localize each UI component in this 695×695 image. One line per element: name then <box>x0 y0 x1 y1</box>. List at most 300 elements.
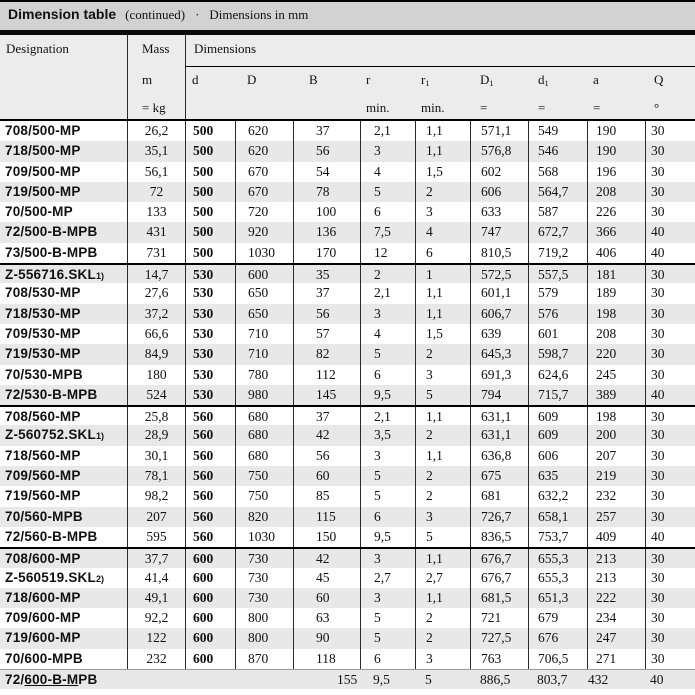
cell-dim-d-outer: 980 <box>235 385 293 405</box>
header-col-d-outer: D <box>247 72 257 87</box>
cell-dim-d-outer: 800 <box>235 628 293 648</box>
table-row <box>0 385 695 405</box>
footnote-marker: 1) <box>95 431 104 442</box>
cell-dim-d1-outer: 631,1 <box>470 407 528 425</box>
cell-dim-q: 30 <box>645 608 695 628</box>
cell-dim-r: 5 <box>360 486 415 506</box>
cell-dim-a: 409 <box>587 527 645 547</box>
cell-dim-b: 78 <box>293 182 360 202</box>
cell-dim-r1: 1,1 <box>415 283 470 303</box>
cell-dim-a: 406 <box>587 243 645 263</box>
cell-dim-a: 247 <box>587 628 645 648</box>
cell-dim-d: 500 <box>185 182 235 202</box>
cell-dim-d1: 598,7 <box>528 344 587 364</box>
qual-r-min: min. <box>366 100 390 115</box>
cell-mass: 595 <box>127 527 185 547</box>
cell-dim-q: 30 <box>645 324 695 344</box>
table-row <box>0 202 695 222</box>
cell-dim-q: 40 <box>645 243 695 263</box>
cell-dim-b: 100 <box>293 202 360 222</box>
qual-d-outer <box>235 99 293 119</box>
cell-dim-d1-outer: 721 <box>470 608 528 628</box>
cell-dim-a: 232 <box>587 486 645 506</box>
cell-dim-d: 530 <box>185 265 235 283</box>
cell-mass: 56,1 <box>127 162 185 182</box>
cell-mass: 25,8 <box>127 407 185 425</box>
cell-dim-d1-outer: 886,5 <box>480 672 511 688</box>
cell-dim-b: 56 <box>293 304 360 324</box>
cell-dim-r1: 1,5 <box>415 162 470 182</box>
cell-dim-r1: 6 <box>415 243 470 263</box>
cell-dim-r: 9,5 <box>360 385 415 405</box>
cell-dim-q: 40 <box>645 385 695 405</box>
cell-dim-q: 30 <box>645 549 695 567</box>
cell-dim-r: 3 <box>360 141 415 161</box>
cell-dim-d1: 601 <box>528 324 587 344</box>
cell-dim-a: 208 <box>587 182 645 202</box>
cell-dim-b: 56 <box>293 446 360 466</box>
cell-mass: 72 <box>127 182 185 202</box>
cell-dim-d-outer: 750 <box>235 486 293 506</box>
cell-dim-r: 2 <box>360 265 415 283</box>
cell-dim-d1-outer: 645,3 <box>470 344 528 364</box>
cell-dim-a: 213 <box>587 549 645 567</box>
cell-dim-q: 30 <box>645 425 695 445</box>
cell-dim-q: 30 <box>645 344 695 364</box>
cell-dim-d1-outer: 633 <box>470 202 528 222</box>
cell-designation: 719/560-MP <box>5 488 81 504</box>
cell-dim-b: 170 <box>293 243 360 263</box>
cell-dim-r: 5 <box>360 466 415 486</box>
cell-dim-d1-outer: 639 <box>470 324 528 344</box>
cell-dim-r1: 5 <box>415 527 470 547</box>
table-row <box>0 344 695 364</box>
cell-designation: 709/530-MP <box>5 325 81 341</box>
cell-dim-d-outer: 920 <box>235 222 293 242</box>
units-note: Dimensions in mm <box>209 7 309 22</box>
cell-dim-d: 500 <box>185 121 235 141</box>
cell-dim-d-outer: 600 <box>235 265 293 283</box>
cell-dim-b: 54 <box>293 162 360 182</box>
table-row <box>0 162 695 182</box>
cell-dim-d1: 635 <box>528 466 587 486</box>
table-title-continued: (continued) <box>125 7 186 22</box>
cell-dim-a: 196 <box>587 162 645 182</box>
table-row <box>0 547 695 567</box>
cell-mass: 28,9 <box>127 425 185 445</box>
cell-dim-d-outer: 1030 <box>235 243 293 263</box>
cell-designation: 718/600-MP <box>5 589 81 605</box>
cell-dim-q: 30 <box>645 162 695 182</box>
cell-dim-d1: 568 <box>528 162 587 182</box>
cell-dim-a: 222 <box>587 588 645 608</box>
cell-dim-d1: 679 <box>528 608 587 628</box>
cell-dim-d1: 609 <box>528 425 587 445</box>
cell-dim-a: 220 <box>587 344 645 364</box>
cell-dim-d1-outer: 576,8 <box>470 141 528 161</box>
table-row <box>0 405 695 425</box>
cell-dim-r: 4 <box>360 162 415 182</box>
cell-dim-d1-outer: 676,7 <box>470 568 528 588</box>
cell-dim-b: 42 <box>293 425 360 445</box>
header-mass-symbol: m <box>127 67 185 99</box>
header-designation: Designation <box>6 41 69 56</box>
cell-dim-r1: 1,1 <box>415 407 470 425</box>
cell-dim-d1-outer: 681,5 <box>470 588 528 608</box>
table-row <box>0 466 695 486</box>
header-dimensions: Dimensions <box>185 35 695 67</box>
cell-dim-d1-outer: 726,7 <box>470 507 528 527</box>
cell-dim-d1-outer: 606,7 <box>470 304 528 324</box>
cell-mass: 731 <box>127 243 185 263</box>
cell-dim-b: 85 <box>293 486 360 506</box>
cell-dim-d1-outer: 691,3 <box>470 365 528 385</box>
table-row <box>0 121 695 141</box>
cell-dim-d1-outer: 572,5 <box>470 265 528 283</box>
cell-dim-d-outer: 800 <box>235 608 293 628</box>
cell-dim-r1: 3 <box>415 365 470 385</box>
cell-dim-q: 30 <box>645 283 695 303</box>
cell-dim-d: 500 <box>185 141 235 161</box>
cell-dim-b: 42 <box>293 549 360 567</box>
cell-dim-d: 600 <box>185 628 235 648</box>
cell-mass: 92,2 <box>127 608 185 628</box>
cell-dim-d1-outer: 794 <box>470 385 528 405</box>
cell-dim-b: 60 <box>293 588 360 608</box>
cell-dim-d-outer: 680 <box>235 446 293 466</box>
cell-dim-d-outer: 1030 <box>235 527 293 547</box>
cell-dim-a: 208 <box>587 324 645 344</box>
cell-dim-d1: 624,6 <box>528 365 587 385</box>
cell-dim-d1: 609 <box>528 407 587 425</box>
header-spacer <box>0 99 127 119</box>
cell-dim-r1: 2 <box>415 344 470 364</box>
cell-mass: 78,1 <box>127 466 185 486</box>
cell-dim-d-outer: 680 <box>235 425 293 445</box>
table-row <box>0 425 695 445</box>
table-row <box>0 141 695 161</box>
qual-d <box>185 99 235 119</box>
cell-dim-d: 530 <box>185 344 235 364</box>
cell-dim-r1: 3 <box>415 507 470 527</box>
cell-dim-b: 90 <box>293 628 360 648</box>
cell-dim-d-outer: 750 <box>235 466 293 486</box>
cell-dim-d1: 658,1 <box>528 507 587 527</box>
cell-designation: 72/530-B-MPB <box>5 386 98 402</box>
cell-dim-a: 366 <box>587 222 645 242</box>
cell-dim-d1: 803,7 <box>537 672 568 688</box>
cell-dim-r: 2,1 <box>360 407 415 425</box>
cell-dim-d: 600 <box>185 649 235 669</box>
cell-dim-r: 9,5 <box>373 672 390 688</box>
cell-dim-r: 3 <box>360 588 415 608</box>
cell-dim-d1: 606 <box>528 446 587 466</box>
cell-designation: 719/600-MP <box>5 630 81 646</box>
cell-dim-b: 136 <box>293 222 360 242</box>
cell-dim-a: 245 <box>587 365 645 385</box>
cell-dim-r: 3 <box>360 304 415 324</box>
cell-dim-a: 432 <box>588 672 609 688</box>
cell-dim-a: 257 <box>587 507 645 527</box>
footnote-marker: 2) <box>95 573 104 584</box>
cell-dim-d1: 672,7 <box>528 222 587 242</box>
cell-dim-r: 4 <box>360 324 415 344</box>
cell-mass: 30,1 <box>127 446 185 466</box>
cell-dim-a: 198 <box>587 407 645 425</box>
cell-mass <box>127 670 188 689</box>
cell-dim-d: 530 <box>185 283 235 303</box>
cell-designation: Z-560519.SKL2) <box>5 569 104 585</box>
cell-dim-b: 45 <box>293 568 360 588</box>
cell-dim-d-outer: 720 <box>235 202 293 222</box>
cell-dim-b: 57 <box>293 324 360 344</box>
cell-dim-q: 30 <box>645 568 695 588</box>
cell-designation: 73/500-B-MPB <box>5 244 98 260</box>
cell-dim-d: 560 <box>185 407 235 425</box>
cell-dim-d: 530 <box>185 324 235 344</box>
cell-dim-r: 6 <box>360 649 415 669</box>
cell-dim-b: 37 <box>293 121 360 141</box>
cell-dim-r1: 1,1 <box>415 446 470 466</box>
cell-dim-b: 118 <box>293 649 360 669</box>
cell-designation: 70/600-MPB <box>5 650 83 666</box>
table-row <box>0 608 695 628</box>
cell-dim-d-outer: 730 <box>235 588 293 608</box>
cell-mass: 66,6 <box>127 324 185 344</box>
cell-dim-q: 30 <box>645 407 695 425</box>
cell-dim-d1-outer: 727,5 <box>470 628 528 648</box>
cell-dim-q: 30 <box>645 649 695 669</box>
cell-dim-r1: 1,1 <box>415 588 470 608</box>
cell-dim-r1: 1,1 <box>415 549 470 567</box>
cell-dim-d1: 564,7 <box>528 182 587 202</box>
cell-dim-r1: 2 <box>415 466 470 486</box>
cell-dim-d: 600 <box>185 588 235 608</box>
qual-a: = <box>593 100 601 115</box>
cell-dim-d1: 549 <box>528 121 587 141</box>
cell-mass: 232 <box>127 649 185 669</box>
cell-mass: 35,1 <box>127 141 185 161</box>
cell-dim-d1-outer: 763 <box>470 649 528 669</box>
cell-dim-r: 5 <box>360 344 415 364</box>
cell-dim-d: 500 <box>185 243 235 263</box>
cell-designation: 70/560-MPB <box>5 508 83 524</box>
cell-dim-r1: 1,1 <box>415 121 470 141</box>
header-col-d1-outer: D1 <box>480 72 494 88</box>
cell-dim-a: 200 <box>587 425 645 445</box>
cell-dim-b: 115 <box>293 507 360 527</box>
cell-dim-d: 500 <box>185 162 235 182</box>
cell-dim-r: 2,1 <box>360 121 415 141</box>
cell-dim-d1: 655,3 <box>528 568 587 588</box>
table-title: Dimension table <box>8 6 117 22</box>
header-row-symbols <box>0 67 695 99</box>
qual-q-deg: ° <box>654 100 660 115</box>
footnote-marker: 1) <box>95 271 104 282</box>
cell-dim-r: 12 <box>360 243 415 263</box>
cell-dim-d-outer: 820 <box>235 507 293 527</box>
table-row <box>0 486 695 506</box>
table-row <box>0 507 695 527</box>
cell-dim-r1: 5 <box>415 385 470 405</box>
cell-designation: 708/530-MP <box>5 285 81 301</box>
cell-dim-d1: 587 <box>528 202 587 222</box>
cell-dim-q: 30 <box>645 121 695 141</box>
cell-dim-d1-outer: 747 <box>470 222 528 242</box>
cell-dim-r1: 2 <box>415 608 470 628</box>
qual-d1: = <box>538 100 546 115</box>
cell-dim-r: 6 <box>360 507 415 527</box>
cell-dim-q: 40 <box>645 527 695 547</box>
header-col-d1: d1 <box>538 72 549 88</box>
cell-dim-d1-outer: 631,1 <box>470 425 528 445</box>
cell-dim-a: 181 <box>587 265 645 283</box>
table-row <box>0 304 695 324</box>
cell-dim-q: 30 <box>645 365 695 385</box>
cell-designation: 708/600-MP <box>5 551 81 567</box>
cell-dim-r1: 2 <box>415 182 470 202</box>
cell-designation: 709/560-MP <box>5 468 81 484</box>
cell-dim-a: 189 <box>587 283 645 303</box>
table-row <box>0 588 695 608</box>
cell-dim-d: 560 <box>185 507 235 527</box>
cell-dim-d-outer: 710 <box>235 344 293 364</box>
cell-dim-b: 150 <box>293 527 360 547</box>
cell-dim-d: 600 <box>185 568 235 588</box>
qual-b <box>293 99 360 119</box>
cell-dim-b: 63 <box>293 608 360 628</box>
header-row-qualifiers <box>0 99 695 119</box>
cell-dim-r1: 2 <box>415 486 470 506</box>
cell-dim-r: 2,7 <box>360 568 415 588</box>
cell-dim-d1: 706,5 <box>528 649 587 669</box>
cell-dim-q: 30 <box>645 182 695 202</box>
cell-designation: 70/530-MPB <box>5 366 83 382</box>
cell-dim-d1: 715,7 <box>528 385 587 405</box>
cell-dim-a: 234 <box>587 608 645 628</box>
cell-dim-r: 5 <box>360 628 415 648</box>
cell-dim-d-outer: 620 <box>235 121 293 141</box>
cell-dim-d: 530 <box>185 304 235 324</box>
cell-dim-a: 219 <box>587 466 645 486</box>
cell-dim-q: 30 <box>645 304 695 324</box>
table-title-bar <box>0 0 695 30</box>
cell-dim-d: 600 <box>185 549 235 567</box>
cell-dim-d-outer: 870 <box>235 649 293 669</box>
cell-designation: Z-556716.SKL1) <box>5 267 104 283</box>
cell-dim-q: 30 <box>645 486 695 506</box>
cell-mass: 14,7 <box>127 265 185 283</box>
cell-dim-q: 40 <box>650 672 664 688</box>
cell-dim-b: 145 <box>293 385 360 405</box>
cell-dim-r1: 2 <box>415 425 470 445</box>
cell-dim-r: 5 <box>360 182 415 202</box>
table-row <box>0 182 695 202</box>
cell-dim-r: 3,5 <box>360 425 415 445</box>
cell-dim-d1-outer: 606 <box>470 182 528 202</box>
title-separator-dot: · <box>195 7 200 22</box>
cell-dim-d-outer: 730 <box>235 568 293 588</box>
cell-designation: 70/500-MP <box>5 204 73 220</box>
header-col-d: d <box>185 67 235 99</box>
cell-dim-d1: 719,2 <box>528 243 587 263</box>
cell-designation: 718/530-MP <box>5 305 81 321</box>
cell-dim-r1: 5 <box>425 672 432 688</box>
cell-dim-d1: 546 <box>528 141 587 161</box>
cell-mass: 37,7 <box>127 549 185 567</box>
cell-dim-r: 9,5 <box>360 527 415 547</box>
cell-dim-d1-outer: 601,1 <box>470 283 528 303</box>
cell-dim-r: 5 <box>360 608 415 628</box>
header-col-r: r <box>366 72 371 87</box>
cell-dim-q: 30 <box>645 141 695 161</box>
table-row <box>0 446 695 466</box>
cell-mass: 84,9 <box>127 344 185 364</box>
cell-dim-a: 389 <box>587 385 645 405</box>
cell-dim-a: 190 <box>587 121 645 141</box>
header-mass-unit: = kg <box>127 99 185 119</box>
cell-mass: 98,2 <box>127 486 185 506</box>
table-row <box>0 568 695 588</box>
cell-dim-a: 198 <box>587 304 645 324</box>
cell-mass: 26,2 <box>127 121 185 141</box>
header-col-a: a <box>593 72 599 87</box>
cell-dim-d1: 632,2 <box>528 486 587 506</box>
cell-designation: 72/560-B-MPB <box>5 528 98 544</box>
header-col-b: B <box>309 72 318 87</box>
cell-dim-d1: 655,3 <box>528 549 587 567</box>
cell-dim-d-outer: 620 <box>235 141 293 161</box>
table-header <box>0 35 695 119</box>
cell-dim-q: 30 <box>645 507 695 527</box>
table-row <box>0 222 695 242</box>
cell-designation: 709/500-MP <box>5 163 81 179</box>
cell-designation: 719/500-MP <box>5 183 81 199</box>
cell-mass: 37,2 <box>127 304 185 324</box>
cell-dim-b: 82 <box>293 344 360 364</box>
cell-designation: 72/500-B-MPB <box>5 224 98 240</box>
table-row <box>0 527 695 547</box>
table-row <box>0 243 695 263</box>
cell-dim-r1: 2 <box>415 628 470 648</box>
cell-dim-a: 213 <box>587 568 645 588</box>
cell-designation: Z-560752.SKL1) <box>5 427 104 443</box>
cell-dim-d: 560 <box>185 527 235 547</box>
table-body <box>0 121 695 689</box>
qual-r1-min: min. <box>421 100 445 115</box>
cell-dim-q: 40 <box>645 222 695 242</box>
cell-dim-d: 560 <box>185 466 235 486</box>
cell-mass: 431 <box>127 222 185 242</box>
cell-dim-d-outer: 730 <box>235 549 293 567</box>
cell-dim-a: 207 <box>587 446 645 466</box>
cell-dim-b: 35 <box>293 265 360 283</box>
cell-designation: 718/500-MP <box>5 143 81 159</box>
table-row <box>0 669 695 689</box>
cell-mass: 122 <box>127 628 185 648</box>
cell-mass: 180 <box>127 365 185 385</box>
table-row <box>0 365 695 385</box>
cell-dim-d1-outer: 675 <box>470 466 528 486</box>
table-row <box>0 628 695 648</box>
cell-dim-r1: 1,1 <box>415 304 470 324</box>
cell-dim-b: 37 <box>293 283 360 303</box>
cell-dim-d: 560 <box>185 486 235 506</box>
cell-mass: 49,1 <box>127 588 185 608</box>
cell-dim-d-outer: 650 <box>235 304 293 324</box>
cell-dim-q: 30 <box>645 628 695 648</box>
cell-dim-r: 3 <box>360 446 415 466</box>
